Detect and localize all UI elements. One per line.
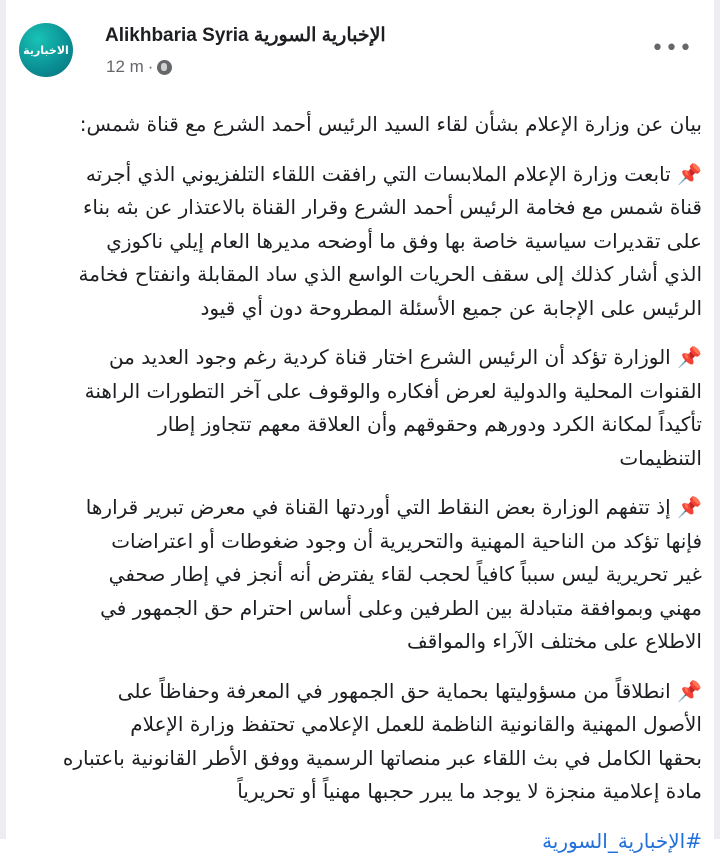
text-line: بحقها الكامل في بث اللقاء عبر منصاتها الرسمية ووفق الأطر القانونية باعتباره [62, 745, 702, 770]
text-line: 📌 إذ تتفهم الوزارة بعض النقاط التي أوردتها القناة في معرض تبرير قرارها [85, 495, 702, 519]
text-line: فإنها تؤكد من الناحية المهنية والتحريرية أن وجود ضغوطات أو اعتراضات [111, 528, 702, 553]
text-line: الذي أشار كذلك إلى سقف الحريات الواسع الذي ساد المقابلة وانفتاح فخامة [78, 262, 702, 286]
text-line: مادة إعلامية منجزة لا يوجد ما يبرر حجبها مهنياً أو تحريرياً [237, 779, 702, 803]
text-line: القنوات المحلية والدولية لعرض أفكاره والوقوف على آخر التطورات الراهنة [84, 378, 702, 403]
globe-icon [157, 60, 172, 75]
hashtag-link[interactable]: #الإخبارية_السورية [542, 828, 702, 853]
right-border [714, 0, 720, 839]
text-line: الأصول المهنية والقانونية الناظمة للعمل الإعلامي تحتفظ وزارة الإعلام [130, 712, 702, 736]
text-line: الرئيس على الإجابة عن جميع الأسئلة المطروحة دون أي قيود [200, 295, 702, 320]
text-line: قناة شمس مع فخامة الرئيس أحمد الشرع وقرار القناة بالاعتذار عن بثه بناء [82, 195, 702, 219]
avatar[interactable] [19, 23, 73, 77]
post-body [14, 108, 702, 858]
text-line: بيان عن وزارة الإعلام بشأن لقاء السيد الرئيس أحمد الشرع مع قناة شمس: [79, 112, 702, 136]
post-paragraph [14, 675, 702, 809]
text-line: غير تحريرية ليس سبباً كافياً لحجب لقاء يفترض أنه أنجز في إطار صحفي [108, 562, 702, 586]
left-border [0, 0, 6, 839]
text-line: 📌 الوزارة تؤكد أن الرئيس الشرع اختار قناة كردية رغم وجود العديد من [108, 345, 702, 369]
text-line: التنظيمات [619, 445, 702, 470]
post-paragraph [14, 491, 702, 659]
post-meta [106, 57, 172, 77]
author-name[interactable]: Alikhbaria Syria الإخبارية السورية [105, 25, 386, 46]
post-paragraph [14, 158, 702, 326]
text-line: الاطلاع على مختلف الآراء والمواقف [407, 629, 702, 653]
text-line: 📌 تابعت وزارة الإعلام الملابسات التي رافقت اللقاء التلفزيوني الذي أجرته [85, 161, 702, 186]
text-line: على تقديرات سياسية خاصة بها وفق ما أوضحه مديرها العام إيلي ناكوزي [106, 228, 702, 253]
post-time[interactable]: 12 m [106, 57, 144, 76]
meta-separator: · [147, 57, 154, 76]
post-heading [14, 108, 702, 142]
avatar-logo-text: الاخبارية [23, 43, 69, 57]
text-line: 📌 انطلاقاً من مسؤوليتها بحماية حق الجمهور في المعرفة وحفاظاً على [117, 678, 702, 703]
post-paragraph [14, 341, 702, 475]
text-line: مهني وبموافقة متبادلة بين الطرفين وعلى أساس احترام حق الجمهور في [100, 595, 702, 620]
more-options-button[interactable]: ••• [651, 36, 693, 61]
text-line: تأكيداً لمكانة الكرد ودورهم وحقوقهم وأن العلاقة معهم تتجاوز إطار [158, 412, 702, 436]
